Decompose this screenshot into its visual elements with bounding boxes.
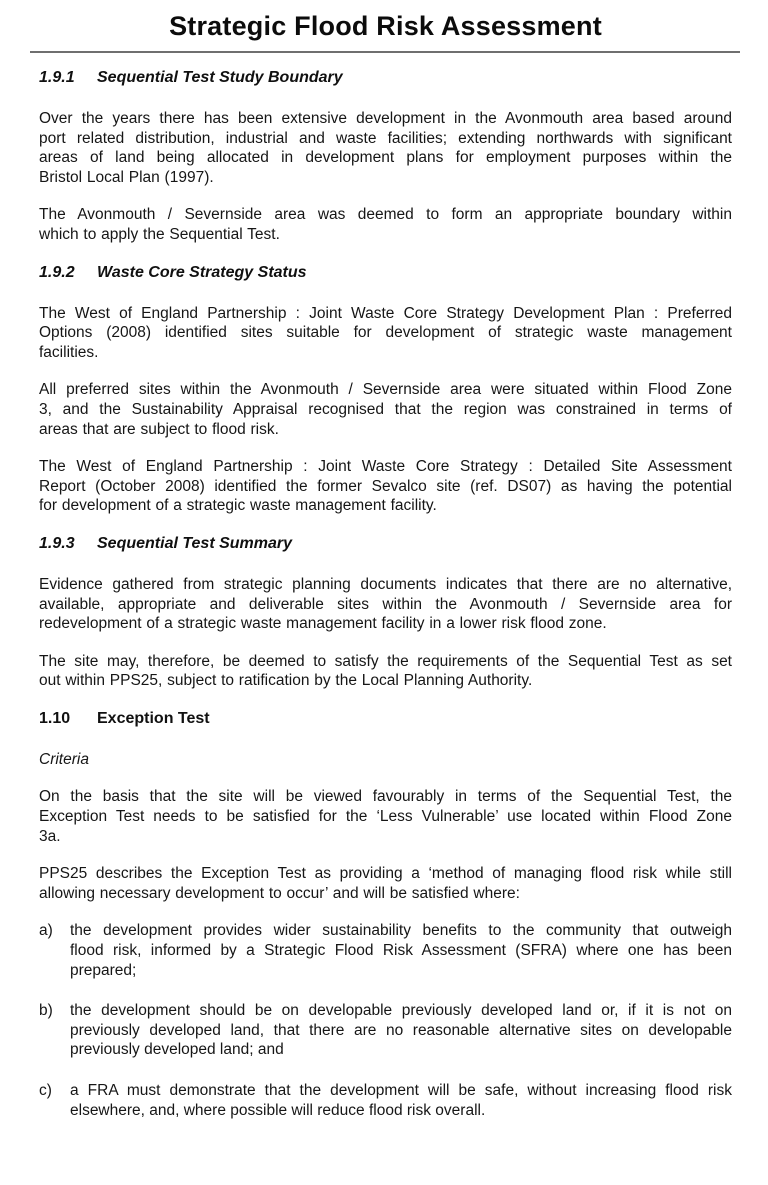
exception-test-criteria-list (39, 921, 732, 1120)
paragraph: Over the years there has been extensive development in the Avonmouth area based around port related distribution, industrial and waste facilities; extending northwards with significant areas of land being allocated in development plans for employment purposes within the Bristol Local Plan (1997). (39, 110, 732, 186)
section-number: 1.9.1 (39, 69, 75, 86)
paragraph: The Avonmouth / Severnside area was deemed to form an appropriate boundary within which to apply the Sequential Test. (39, 206, 732, 243)
section-heading-1-9-2 (39, 263, 732, 283)
section-heading-1-9-3 (39, 534, 732, 554)
section-heading-1-9-1 (39, 68, 732, 88)
section-number: 1.9.2 (39, 263, 75, 281)
section-heading-1-10 (39, 709, 732, 729)
list-item-text: the development provides wider sustainability benefits to the community that outweigh flood risk, informed by a Strategic Flood Risk Assessment (SFRA) where one has been prepared; (70, 922, 732, 979)
section-number: 1.10 (39, 709, 71, 727)
paragraph: Evidence gathered from strategic planning documents indicates that there are no alternative, available, appropriate and deliverable sites within the Avonmouth / Severnside area for redevelopment of a strategic waste management facility in a lower risk flood zone. (39, 575, 732, 633)
paragraph: All preferred sites within the Avonmouth / Severnside area were situated within Flood Zone 3, and the Sustainability Appraisal recognised that the region was constrained in terms of areas that are subject to flood risk. (39, 381, 732, 438)
list-item-label: b) (39, 1002, 53, 1020)
subheading-criteria: Criteria (39, 750, 89, 768)
list-item-b (39, 1001, 732, 1060)
list-item-a (39, 921, 732, 980)
list-item-text: a FRA must demonstrate that the development will be safe, without increasing flood risk elsewhere, and, where possible will reduce flood risk overall. (70, 1082, 732, 1119)
section-heading-label: Exception Test (97, 709, 210, 727)
list-item-text: the development should be on developable previously developed land or, if it is not on previously developed land, that there are no reasonable alternative sites on developable previously developed land; and (70, 1002, 732, 1059)
title-rule (30, 51, 740, 53)
paragraph: The site may, therefore, be deemed to satisfy the requirements of the Sequential Test as set out within PPS25, subject to ratification by the Local Planning Authority. (39, 652, 732, 690)
section-heading-label: Waste Core Strategy Status (97, 263, 307, 281)
paragraph: The West of England Partnership : Joint Waste Core Strategy Development Plan : Preferred Options (2008) identified sites suitable for development of strategic waste management facilities. (39, 304, 732, 361)
section-number: 1.9.3 (39, 534, 75, 552)
list-item-label: a) (39, 922, 53, 940)
section-heading-label: Sequential Test Summary (97, 534, 293, 552)
page-title: Strategic Flood Risk Assessment (169, 11, 602, 41)
paragraph: PPS25 describes the Exception Test as providing a ‘method of managing flood risk while still allowing necessary development to occur’ and will be satisfied where: (39, 865, 732, 902)
list-item-label: c) (39, 1082, 52, 1099)
paragraph: On the basis that the site will be viewed favourably in terms of the Sequential Test, the Exception Test needs to be satisfied for the ‘Less Vulnerable’ use located within Flood Zone 3a. (39, 788, 732, 845)
list-item-c (39, 1081, 732, 1120)
paragraph: The West of England Partnership : Joint Waste Core Strategy : Detailed Site Assessment Report (October 2008) identified the former Sevalco site (ref. DS07) as having the potential for development of a strategic waste management facility. (39, 458, 732, 515)
section-heading-label: Sequential Test Study Boundary (97, 69, 343, 86)
